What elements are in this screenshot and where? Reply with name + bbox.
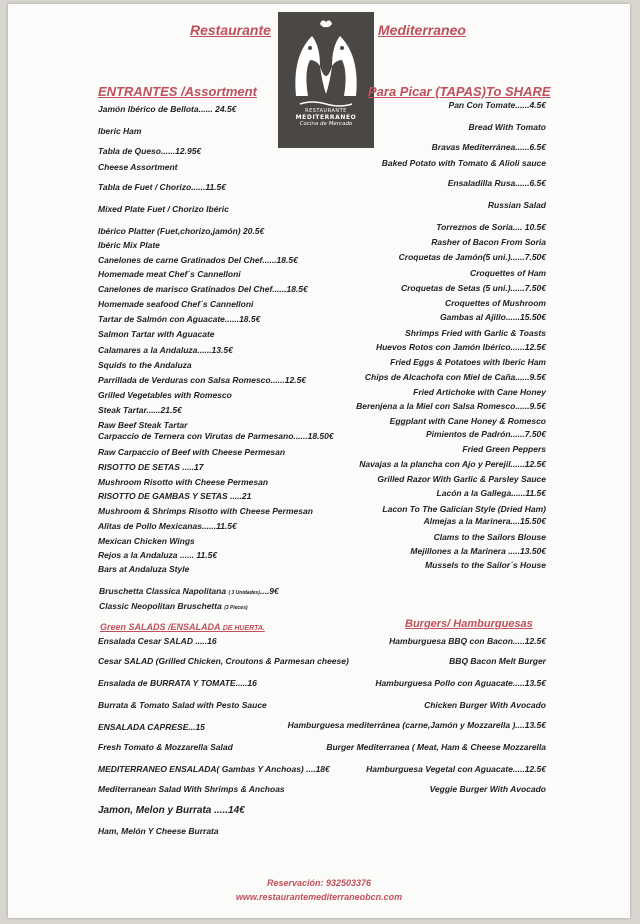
section-salads-sub: DE HUERTA. <box>222 625 265 632</box>
menu-item: Rejos a la Andaluza ...... 11.5€ <box>98 550 218 560</box>
menu-item: Mixed Plate Fuet / Chorizo Ibéric <box>98 204 229 214</box>
menu-item: Mussels to the Sailor´s House <box>425 560 546 570</box>
menu-item: Fried Eggs & Potatoes with Iberic Ham <box>390 357 546 367</box>
burger-item: Burger Mediterranea ( Meat, Ham & Cheese Mozzarella <box>326 742 546 752</box>
menu-item: Croquetas de Setas (5 uni.)......7.50€ <box>400 283 546 293</box>
menu-item: Mushroom Risotto with Cheese Permesan <box>98 477 269 487</box>
menu-item: Pan Con Tomate......4.5€ <box>448 100 546 110</box>
section-entrantes: ENTRANTES /Assortment <box>98 84 257 99</box>
menu-item: Fried Green Peppers <box>462 444 546 454</box>
menu-item: Ibéric Mix Plate <box>98 240 160 250</box>
menu-item: Croquettes of Mushroom <box>444 298 546 308</box>
menu-item: RISOTTO DE SETAS .....17 <box>98 462 204 472</box>
menu-item: Mejillones a la Marinera .....13.50€ <box>410 546 546 556</box>
menu-item: Baked Potato with Tomato & Alioli sauce <box>381 158 546 168</box>
salad-item: Cesar SALAD (Grilled Chicken, Croutons & Parmesan cheese) <box>98 656 349 666</box>
bruschetta-name: Bruschetta Classica Napolitana <box>99 586 227 596</box>
salad-item: Mediterranean Salad With Shrimps & Anchoas <box>98 784 285 794</box>
burger-item: Veggie Burger With Avocado <box>429 784 546 794</box>
menu-item: Russian Salad <box>487 200 546 210</box>
menu-item: Croquettes of Ham <box>469 268 546 278</box>
menu-item: RISOTTO DE GAMBAS Y SETAS .....21 <box>98 491 252 501</box>
menu-item: Rasher of Bacon From Soria <box>431 237 546 247</box>
menu-item: Lacon To The Galician Style (Dried Ham) <box>382 504 546 514</box>
bruschetta-qty: ( 3 Unidades) <box>228 590 260 596</box>
menu-item: Fried Artichoke with Cane Honey <box>413 387 546 397</box>
salad-item: Burrata & Tomato Salad with Pesto Sauce <box>98 700 267 710</box>
menu-item: Tabla de Queso......12.95€ <box>98 146 202 156</box>
menu-item: Huevos Rotos con Jamón Ibérico......12.5€ <box>375 342 546 352</box>
logo-line-1: RESTAURANTE <box>305 108 347 114</box>
menu-item: Jamón Ibérico de Bellota...... 24.5€ <box>98 104 237 114</box>
section-salads-title: Green SALADS /ENSALADA <box>100 622 221 632</box>
bruschetta-price: ....9€ <box>259 586 279 596</box>
burger-item: Hamburguesa BBQ con Bacon.....12.5€ <box>389 636 546 646</box>
salad-item: Ensalada Cesar SALAD .....16 <box>98 636 217 646</box>
bruschetta-en-qty: (3 Pieces) <box>224 605 248 611</box>
menu-item: Calamares a la Andaluza......13.5€ <box>98 345 233 355</box>
menu-item: Ensaladilla Rusa......6.5€ <box>447 178 546 188</box>
fish-m-logo-icon <box>286 16 366 112</box>
menu-item: Squids to the Andaluza <box>98 360 192 370</box>
burger-item: Chicken Burger With Avocado <box>424 700 546 710</box>
menu-item: Navajas a la plancha con Ajo y Perejil......12.5€ <box>359 459 546 469</box>
bruschetta-en <box>99 601 248 613</box>
bruschetta-en-name: Classic Neopolitan Bruschetta <box>99 601 222 611</box>
menu-item: Homemade seafood Chef´s Cannelloni <box>98 299 254 309</box>
burger-item: BBQ Bacon Melt Burger <box>449 656 546 666</box>
menu-item: Grilled Razor With Garlic & Parsley Sauce <box>377 474 546 484</box>
menu-item: Bars at Andaluza Style <box>98 564 190 574</box>
menu-sheet <box>8 4 630 918</box>
menu-item: Bread With Tomato <box>468 122 546 132</box>
menu-item: Shrimps Fried with Garlic & Toasts <box>405 328 546 338</box>
menu-item: Canelones de carne Gratinados Del Chef......18.5€ <box>98 255 298 265</box>
menu-item: Raw Beef Steak Tartar <box>98 420 188 430</box>
menu-item: Tartar de Salmón con Aguacate......18.5€ <box>98 314 261 324</box>
menu-item: Bravas Mediterránea......6.5€ <box>431 142 546 152</box>
salad-item: Jamon, Melon y Burrata .....14€ <box>98 805 245 816</box>
menu-item: Raw Carpaccio of Beef with Cheese Permesan <box>98 447 286 457</box>
salad-item: Fresh Tomato & Mozzarella Salad <box>98 742 233 752</box>
menu-item: Mexican Chicken Wings <box>98 536 195 546</box>
menu-item: Mushroom & Shrimps Risotto with Cheese Permesan <box>98 506 313 516</box>
menu-item: Carpaccio de Ternera con Virutas de Parmesano......18.50€ <box>98 431 334 441</box>
salad-item: ENSALADA CAPRESE...15 <box>98 722 205 732</box>
menu-item: Salmon Tartar with Aguacate <box>98 329 215 339</box>
section-burgers: Burgers/ Hamburguesas <box>405 618 533 630</box>
menu-item: Lacón a la Gallega......11.5€ <box>436 488 546 498</box>
menu-item: Ibérico Platter (Fuet,chorizo,jamón) 20.5€ <box>98 226 265 236</box>
menu-item: Torreznos de Soria.... 10.5€ <box>436 222 546 232</box>
burger-item: Hamburguesa mediterránea (carne,Jamón y Mozzarella )....13.5€ <box>287 720 546 730</box>
reservation-phone: Reservación: 932503376 <box>266 878 372 888</box>
menu-item: Cheese Assortment <box>98 162 178 172</box>
menu-item: Berenjena a la Miel con Salsa Romesco......9.5€ <box>356 401 546 411</box>
burger-item: Hamburguesa Pollo con Aguacate.....13.5€ <box>375 678 546 688</box>
menu-item: Alitas de Pollo Mexicanas......11.5€ <box>98 521 237 531</box>
header-restaurante: Restaurante <box>190 22 271 38</box>
menu-item: Chips de Alcachofa con Miel de Caña......9.5€ <box>364 372 546 382</box>
salad-item: Ensalada de BURRATA Y TOMATE.....16 <box>98 678 257 688</box>
menu-item: Clams to the Sailors Blouse <box>433 532 546 542</box>
menu-item: Grilled Vegetables with Romesco <box>98 390 232 400</box>
logo-line-2: MEDITERRANEO <box>295 114 357 121</box>
logo-line-3: Cocina de Mercado <box>299 121 353 127</box>
header-mediterraneo: Mediterraneo <box>378 22 466 38</box>
burger-item: Hamburguesa Vegetal con Aguacate.....12.5€ <box>366 764 546 774</box>
website-url: www.restaurantemediterraneobcn.com <box>235 892 403 902</box>
salad-item: MEDITERRANEO ENSALADA( Gambas Y Anchoas) ....18€ <box>98 764 330 774</box>
menu-item: Steak Tartar......21.5€ <box>98 405 182 415</box>
menu-item: Gambas al Ajillo......15.50€ <box>440 312 546 322</box>
salad-item: Ham, Melón Y Cheese Burrata <box>98 826 219 836</box>
section-tapas: Para Picar (TAPAS)To SHARE <box>368 84 551 99</box>
menu-item: Tabla de Fuet / Chorizo......11.5€ <box>98 182 226 192</box>
bruschetta-item <box>99 586 279 598</box>
menu-item: Eggplant with Cane Honey & Romesco <box>389 416 546 426</box>
menu-item: Pimientos de Padrón......7.50€ <box>426 429 546 439</box>
menu-item: Croquetas de Jamón(5 uni.)......7.50€ <box>398 252 546 262</box>
menu-item: Iberic Ham <box>98 126 142 136</box>
menu-item: Homemade meat Chef´s Cannelloni <box>98 269 241 279</box>
section-salads <box>100 622 265 632</box>
menu-item: Parrillada de Verduras con Salsa Romesco......12.5€ <box>98 375 307 385</box>
menu-item: Almejas a la Marinera....15.50€ <box>423 516 546 526</box>
restaurant-logo <box>278 12 374 148</box>
menu-item: Canelones de marisco Gratinados Del Chef......18.5€ <box>98 284 308 294</box>
